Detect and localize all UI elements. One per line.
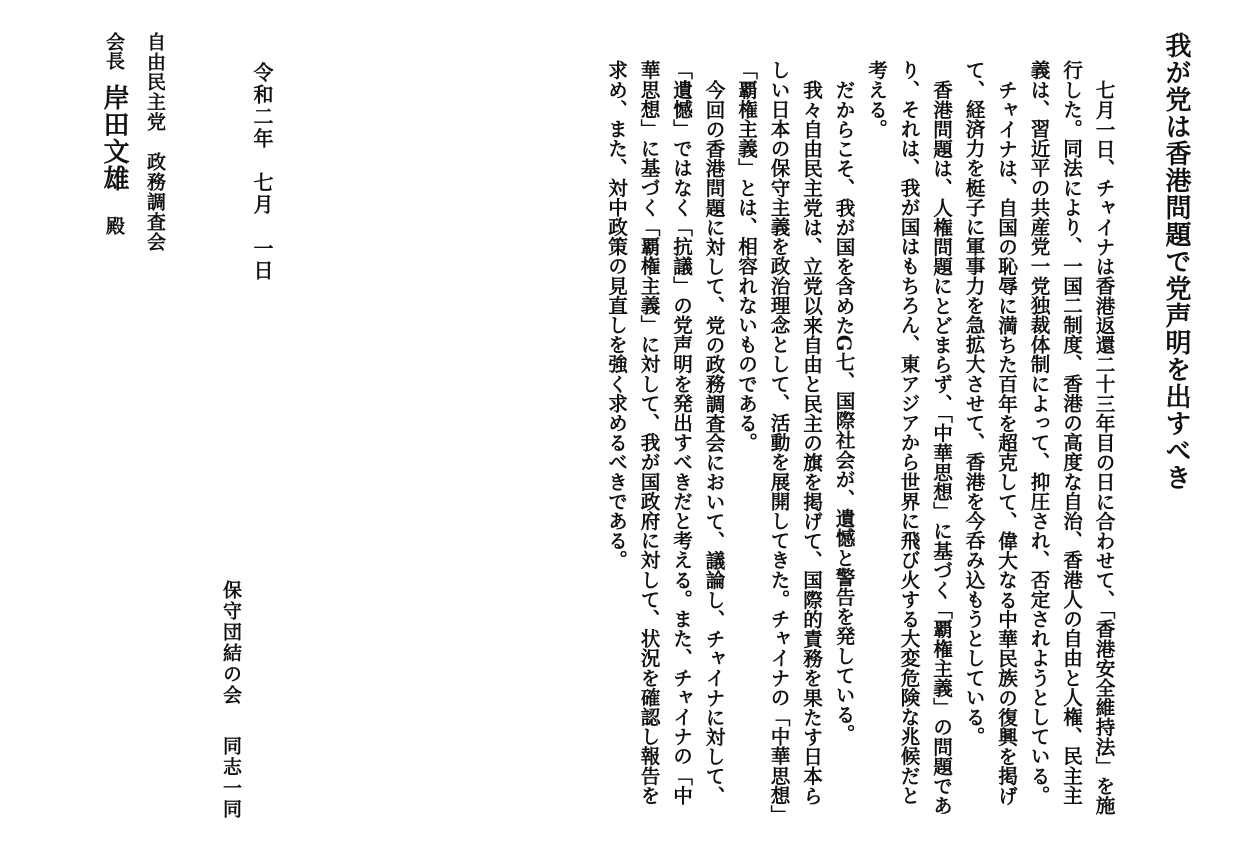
- sender-members: 同志一同: [220, 736, 242, 820]
- sender-signature: [218, 580, 245, 820]
- recipient-name-line: [96, 32, 133, 235]
- recipient-name: 岸田文雄: [99, 84, 129, 192]
- paragraph: 我々自由民主党は、立党以来自由と民主の旗を掲げて、国際的責務を果たす日本らしい日本の保守主義を政治理念として、活動を展開してきた。チャイナの「中華思想」「覇権主義」とは、相容れないものである。: [734, 60, 823, 815]
- recipient-organization: 自由民主党 政務調査会: [144, 32, 166, 252]
- document-title: 我が党は香港問題で党声明を出すべき: [1161, 32, 1191, 491]
- document-body: [599, 60, 1119, 820]
- paragraph: チャイナは、自国の恥辱に満ちた百年を超克して、偉大なる中華民族の復興を掲げて、経済力を梃子に軍事力を急拡大させて、香港を今呑み込もうとしている。: [962, 60, 1018, 805]
- document-date: 令和二年 七月 一日: [250, 62, 274, 282]
- recipient-title: 会長: [103, 32, 125, 70]
- paragraph: 香港問題は、人権問題にとどまらず、「中華思想」に基づく「覇権主義」の問題であり、それは、我が国はもちろん、東アジアから世界に飛び火する大変危険な兆候だと考える。: [864, 60, 953, 815]
- sender-group: 保守団結の会: [220, 580, 242, 706]
- paragraph: だからこそ、我が国を含めたG七、国際社会が、遺憾と警告を発している。: [832, 79, 855, 744]
- paragraph: 今回の香港問題に対して、党の政務調査会において、議論し、チャイナに対して、「遺憾」ではなく「抗議」の党声明を発出すべきだと考える。また、チャイナの「中華思想」に基づく「覇権主義」に対して、我が国政府に対して、状況を確認し報告を求め、また、対中政策の見直しを強く求めるべきである。: [604, 60, 725, 805]
- recipient-honorific: 殿: [103, 216, 125, 235]
- paragraph: 七月一日、チャイナは香港返還二十三年目の日に合わせて、「香港安全維持法」を施行した。同法により、一国二制度、香港の高度な自治、香港人の自由と人権、民主主義は、習近平の共産党一党独裁体制によって、抑圧され、否定されようとしている。: [1027, 60, 1115, 815]
